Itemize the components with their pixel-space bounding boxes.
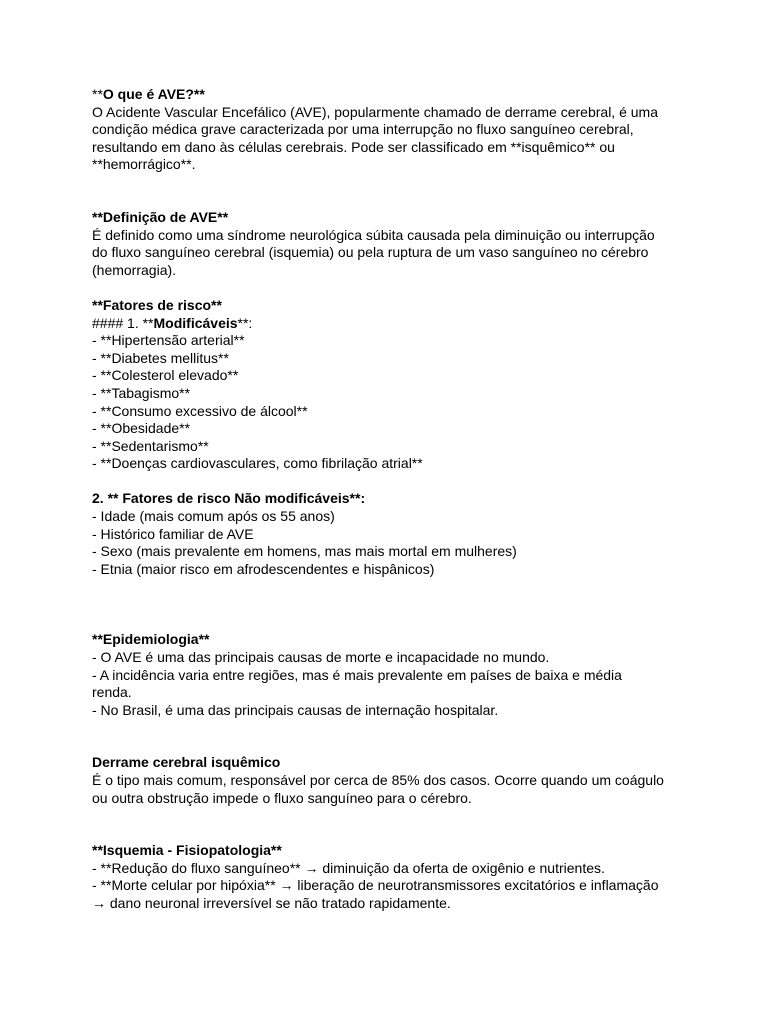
section-definition <box>92 209 692 279</box>
list-item: - Etnia (maior risco em afrodescendentes e hispânicos) <box>92 560 435 577</box>
section-what-is-ave <box>92 86 692 174</box>
subheading-text: Modificáveis <box>153 314 238 331</box>
list-item: - **Obesidade** <box>92 420 191 437</box>
heading-text: Fatores de risco** <box>102 296 222 313</box>
section-ischemic-stroke <box>92 754 692 807</box>
section-heading: 2. ** Fatores de risco Não modificáveis**: <box>92 490 366 507</box>
heading-markup: ** <box>92 86 103 102</box>
section-heading <box>92 842 692 860</box>
paragraph-line: (hemorragia). <box>92 261 177 278</box>
section-heading <box>92 297 692 315</box>
subheading-suffix: **: <box>237 314 253 331</box>
paragraph-line: O Acidente Vascular Encefálico (AVE), popularmente chamado de derrame cerebral, é uma <box>92 103 658 120</box>
section-epidemiology <box>92 631 692 719</box>
list-item: - **Sedentarismo** <box>92 437 209 454</box>
paragraph-line: - A incidência varia entre regiões, mas é mais prevalente em países de baixa e média <box>92 666 622 683</box>
section-heading <box>92 209 692 227</box>
paragraph-line: ou outra obstrução impede o fluxo sanguíneo para o cérebro. <box>92 789 472 806</box>
section-heading <box>92 86 692 104</box>
section-non-modifiable <box>92 490 692 578</box>
subheading-modifiable <box>92 315 692 333</box>
list-item: - **Hipertensão arterial** <box>92 332 245 349</box>
subheading-markup: #### 1. ** <box>92 314 154 331</box>
heading-markup: ** <box>92 296 103 313</box>
list-item: - **Doenças cardiovasculares, como fibrilação atrial** <box>92 455 423 472</box>
paragraph-line: - **Redução do fluxo sanguíneo** → diminuição da oferta de oxigênio e nutrientes. <box>92 859 605 876</box>
list-item: - Histórico familiar de AVE <box>92 525 254 542</box>
section-heading: Derrame cerebral isquêmico <box>92 754 281 771</box>
paragraph-line: - **Morte celular por hipóxia** → liberação de neurotransmissores excitatórios e inflamação <box>92 877 659 894</box>
paragraph-line: do fluxo sanguíneo cerebral (isquemia) ou pela ruptura de um vaso sanguíneo no cérebro <box>92 244 649 261</box>
heading-text: Isquemia - Fisiopatologia** <box>102 842 282 859</box>
paragraph-line: renda. <box>92 684 132 701</box>
paragraph-line: condição médica grave caracterizada por uma interrupção no fluxo sanguíneo cerebral, <box>92 121 634 138</box>
heading-markup: ** <box>92 208 103 225</box>
heading-markup: ** <box>92 842 103 859</box>
paragraph-line: → dano neuronal irreversível se não tratado rapidamente. <box>92 894 451 911</box>
heading-markup: ** <box>92 631 103 648</box>
list-item: - **Diabetes mellitus** <box>92 349 229 366</box>
list-item: - Idade (mais comum após os 55 anos) <box>92 508 335 525</box>
paragraph-line: resultando em dano às células cerebrais. Pode ser classificado em **isquêmico** ou <box>92 138 615 155</box>
list-item: - **Tabagismo** <box>92 384 191 401</box>
paragraph-line: - No Brasil, é uma das principais causas de internação hospitalar. <box>92 701 499 718</box>
paragraph-line: - O AVE é uma das principais causas de morte e incapacidade no mundo. <box>92 649 550 666</box>
heading-text: O que é AVE?** <box>102 86 205 102</box>
list-item: - **Colesterol elevado** <box>92 367 239 384</box>
heading-text: Epidemiologia** <box>102 631 210 648</box>
section-risk-factors <box>92 297 692 473</box>
paragraph-line: É definido como uma síndrome neurológica súbita causada pela diminuição ou interrupção <box>92 226 655 243</box>
document-body <box>92 86 692 913</box>
paragraph-line: **hemorrágico**. <box>92 156 196 173</box>
section-pathophysiology <box>92 842 692 912</box>
list-item: - Sexo (mais prevalente em homens, mas mais mortal em mulheres) <box>92 543 517 560</box>
list-item: - **Consumo excessivo de álcool** <box>92 402 308 419</box>
heading-text: Definição de AVE** <box>102 208 229 225</box>
section-heading <box>92 631 692 649</box>
paragraph-line: É o tipo mais comum, responsável por cerca de 85% dos casos. Ocorre quando um coágulo <box>92 772 664 788</box>
